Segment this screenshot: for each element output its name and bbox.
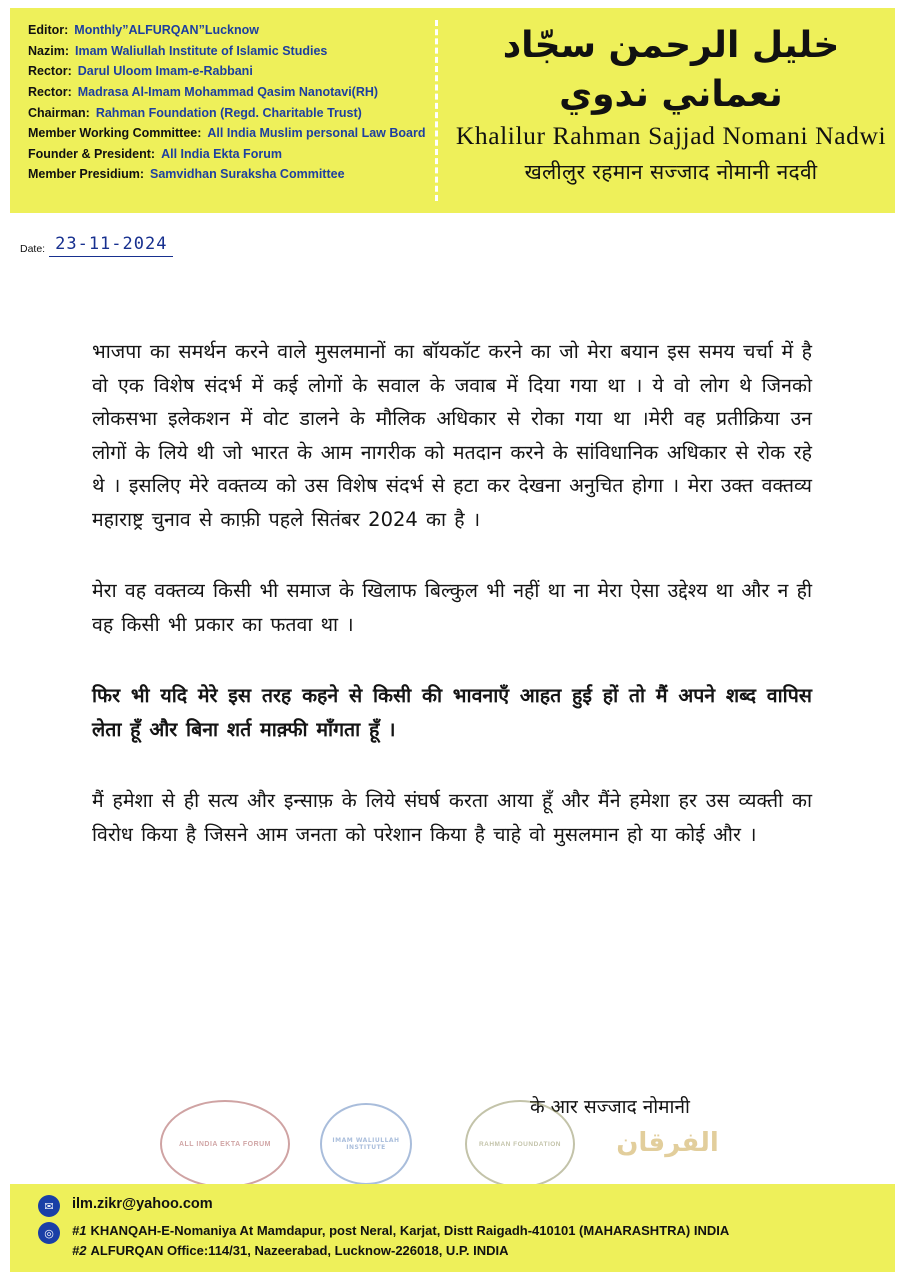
letterhead-divider <box>435 20 441 201</box>
paragraph: मैं हमेशा से ही सत्य और इन्साफ़ के लिये संघर्ष करता आया हूँ और मैंने हमेशा हर उस व्यक्ती का विरोध किया है जिसने आम जनता को परेशान किया है चाहे वो मुसलमान हो या कोई और । <box>92 789 812 846</box>
footer-email[interactable]: ilm.zikr@yahoo.com <box>72 1196 213 1212</box>
imam-waliullah-institute-logo-icon <box>320 1103 412 1185</box>
letterhead-name-block <box>447 8 895 213</box>
credential-row <box>28 168 435 181</box>
logo-caption: RAHMAN FOUNDATION <box>465 1100 575 1188</box>
credentials-list <box>10 8 435 213</box>
paragraph: मेरा वह वक्तव्य किसी भी समाज के खिलाफ बिल्कुल भी नहीं था ना मेरा ऐसा उद्देश्य था और न ही वह किसी भी प्रकार का फतवा था । <box>92 579 812 636</box>
name-arabic: خليل الرحمن سجّاد نعماني ندوي <box>502 25 840 115</box>
credential-label: Member Presidium: <box>28 167 145 182</box>
date-field <box>20 234 173 257</box>
location-icon: ◎ <box>38 1222 60 1244</box>
credential-label: Nazim: <box>28 43 69 58</box>
credential-row <box>28 127 435 140</box>
logo-row <box>150 1095 770 1195</box>
letterhead <box>10 8 895 213</box>
signature: के आर सज्जाद नोमानी <box>530 1096 690 1118</box>
letter-body <box>92 335 812 851</box>
footer-address-line <box>72 1221 729 1241</box>
credential-label: Chairman: <box>28 105 90 120</box>
credential-label: Founder & President: <box>28 146 156 161</box>
credential-label: Member Working Committee: <box>28 126 202 141</box>
envelope-icon: ✉ <box>38 1195 60 1217</box>
paragraph-apology: फिर भी यदि मेरे इस तरह कहने से किसी की भावनाएँ आहत हुई हों तो मैं अपने शब्द वापिस लेता हूँ और बिना शर्त माक़्फी माँगता हूँ । <box>92 684 812 741</box>
credential-row <box>28 24 435 37</box>
footer-address-number: #2 <box>72 1243 87 1259</box>
credential-value: Rahman Foundation (Regd. Charitable Trust) <box>95 105 362 120</box>
credential-label: Editor: <box>28 23 69 37</box>
credential-value: All India Muslim personal Law Board <box>207 126 426 141</box>
footer-address-text: KHANQAH-E-Nomaniya At Mamdapur, post Neral, Karjat, Distt Raigadh-410101 (MAHARASHTRA) INDIA <box>90 1223 730 1238</box>
logo-caption: ALL INDIA EKTA FORUM <box>160 1100 290 1188</box>
footer-email-row <box>38 1194 895 1217</box>
footer-address-block <box>72 1221 729 1261</box>
credential-value: All India Ekta Forum <box>161 146 282 161</box>
alfurqan-logo-icon: الفرقان <box>616 1128 719 1158</box>
footer <box>10 1184 895 1272</box>
credential-row <box>28 148 435 161</box>
credential-value: Madrasa Al-Imam Mohammad Qasim Nanotavi(RH) <box>77 84 379 99</box>
logo-caption: IMAM WALIULLAH INSTITUTE <box>320 1103 412 1185</box>
footer-address-text: ALFURQAN Office:114/31, Nazeerabad, Lucknow-226018, U.P. INDIA <box>90 1243 509 1259</box>
name-roman: Khalilur Rahman Sajjad Nomani Nadwi <box>455 121 887 151</box>
credential-label: Rector: <box>28 84 72 99</box>
paragraph: भाजपा का समर्थन करने वाले मुसलमानों का बॉयकॉट करने का जो मेरा बयान इस समय चर्चा में है वो एक विशेष संदर्भ में कई लोगों के सवाल के जवाब में दिया गया था । ये वो लोग थे जिनको लोकसभा इलेकशन में वोट डालने के मौलिक अधिकार से रोका गया था ।मेरी वह प्रतीक्रिया उन लोगों के लिये थी जो भारत के आम नागरीक को मतदान करने के सांविधानिक अधिकार से रोक रहे थे । इसलिए मेरे वक्तव्य को उस विशेष संदर्भ से हटा कर देखना अनुचित होगा । मेरा उक्त वक्तव्य महाराष्ट्र चुनाव से काफ़ी पहले सितंबर 2024 का है । <box>92 340 812 531</box>
credential-row <box>28 86 435 99</box>
credential-value: Imam Waliullah Institute of Islamic Studies <box>74 43 328 58</box>
credential-label: Rector: <box>28 64 72 79</box>
credential-row <box>28 65 435 78</box>
all-india-ekta-forum-logo-icon <box>160 1100 290 1188</box>
rahman-foundation-logo-icon <box>465 1100 575 1188</box>
footer-address-line <box>72 1241 729 1261</box>
credential-value: Samvidhan Suraksha Committee <box>150 167 345 182</box>
credential-row <box>28 107 435 120</box>
date-label: Date: <box>20 243 46 255</box>
credential-row <box>28 45 435 58</box>
footer-address-row <box>38 1221 895 1261</box>
credential-value: Darul Uloom Imam-e-Rabbani <box>77 64 253 79</box>
name-hindi: खलीलुर रहमान सज्जाद नोमानी नदवी <box>524 160 818 185</box>
date-value: 23-11-2024 <box>49 234 173 257</box>
footer-address-number: #1 <box>72 1223 87 1238</box>
credential-value: Monthly”ALFURQAN”Lucknow <box>74 23 259 37</box>
